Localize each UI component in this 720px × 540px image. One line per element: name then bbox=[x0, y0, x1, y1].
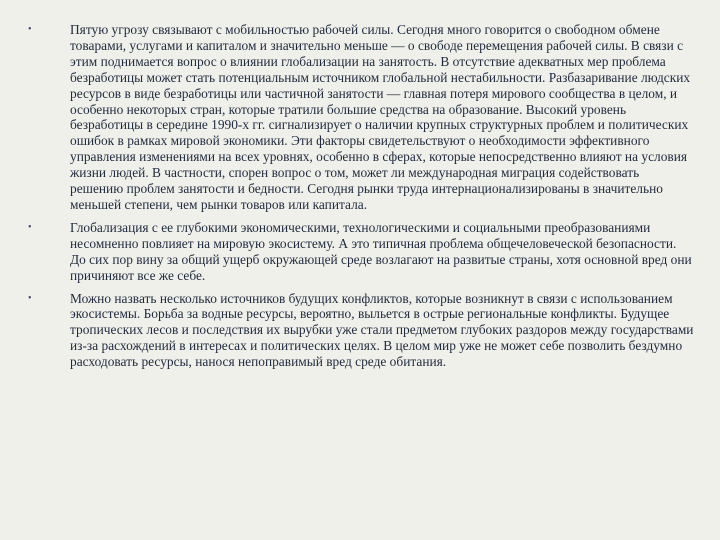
list-item bbox=[24, 291, 694, 371]
list-item bbox=[24, 22, 694, 213]
bullet-text: Глобализация с ее глубокими экономическими, технологическими и социальными преобразованиями несомненно повлияет на мировую экосистему. А это типичная проблема общечеловеческой безопасности. До сих пор вину за общий ущерб окружающей среде возлагают на развитые страны, хотя основной вред они причиняют все же себе. bbox=[70, 219, 692, 283]
list-item bbox=[24, 220, 694, 284]
bullet-text: Можно назвать несколько источников будущих конфликтов, которые возникнут в связи с использованием экосистемы. Борьба за водные ресурсы, вероятно, выльется в острые региональные конфликты. Будущее тропических лесов и последствия их вырубки уже стали предметом глубоких раздоров между государствами из-за расхождений в интересах и политических целях. В целом мир уже не может себе позволить бездумно расходовать ресурсы, нанося непоправимый вред среде обитания. bbox=[70, 290, 694, 370]
bullet-text: Пятую угрозу связывают с мобильностью рабочей силы. Сегодня много говорится о свободном обмене товарами, услугами и капиталом и значительно меньше — о свободе перемещения рабочей силы. В связи с этим поднимается вопрос о влиянии глобализации на занятость. В отсутствие адекватных мер проблема безработицы может стать потенциальным источником глобальной нестабильности. Разбазаривание людских ресурсов в виде безработицы или частичной занятости — главная потеря мирового сообщества в целом, и особенно некоторых стран, которые тратили большие средства на образование. Высокий уровень безработицы в середине 1990-х гг. сигнализирует о наличии крупных структурных проблем и политических ошибок в рамках мировой экономики. Эти факторы свидетельствуют о необходимости эффективного управления изменениями на всех уровнях, особенно в сферах, которые непосредственно влияют на условия жизни людей. В частности, спорен вопрос о том, может ли международная миграция содействовать решению проблем занятости и бедности. Сегодня рынки труда интернационализированы в значительно меньшей степени, чем рынки товаров или капитала. bbox=[70, 22, 691, 212]
bullet-icon: • bbox=[28, 24, 32, 35]
bullet-list bbox=[24, 22, 694, 377]
bullet-icon: • bbox=[28, 221, 32, 233]
bullet-icon: • bbox=[28, 292, 32, 304]
